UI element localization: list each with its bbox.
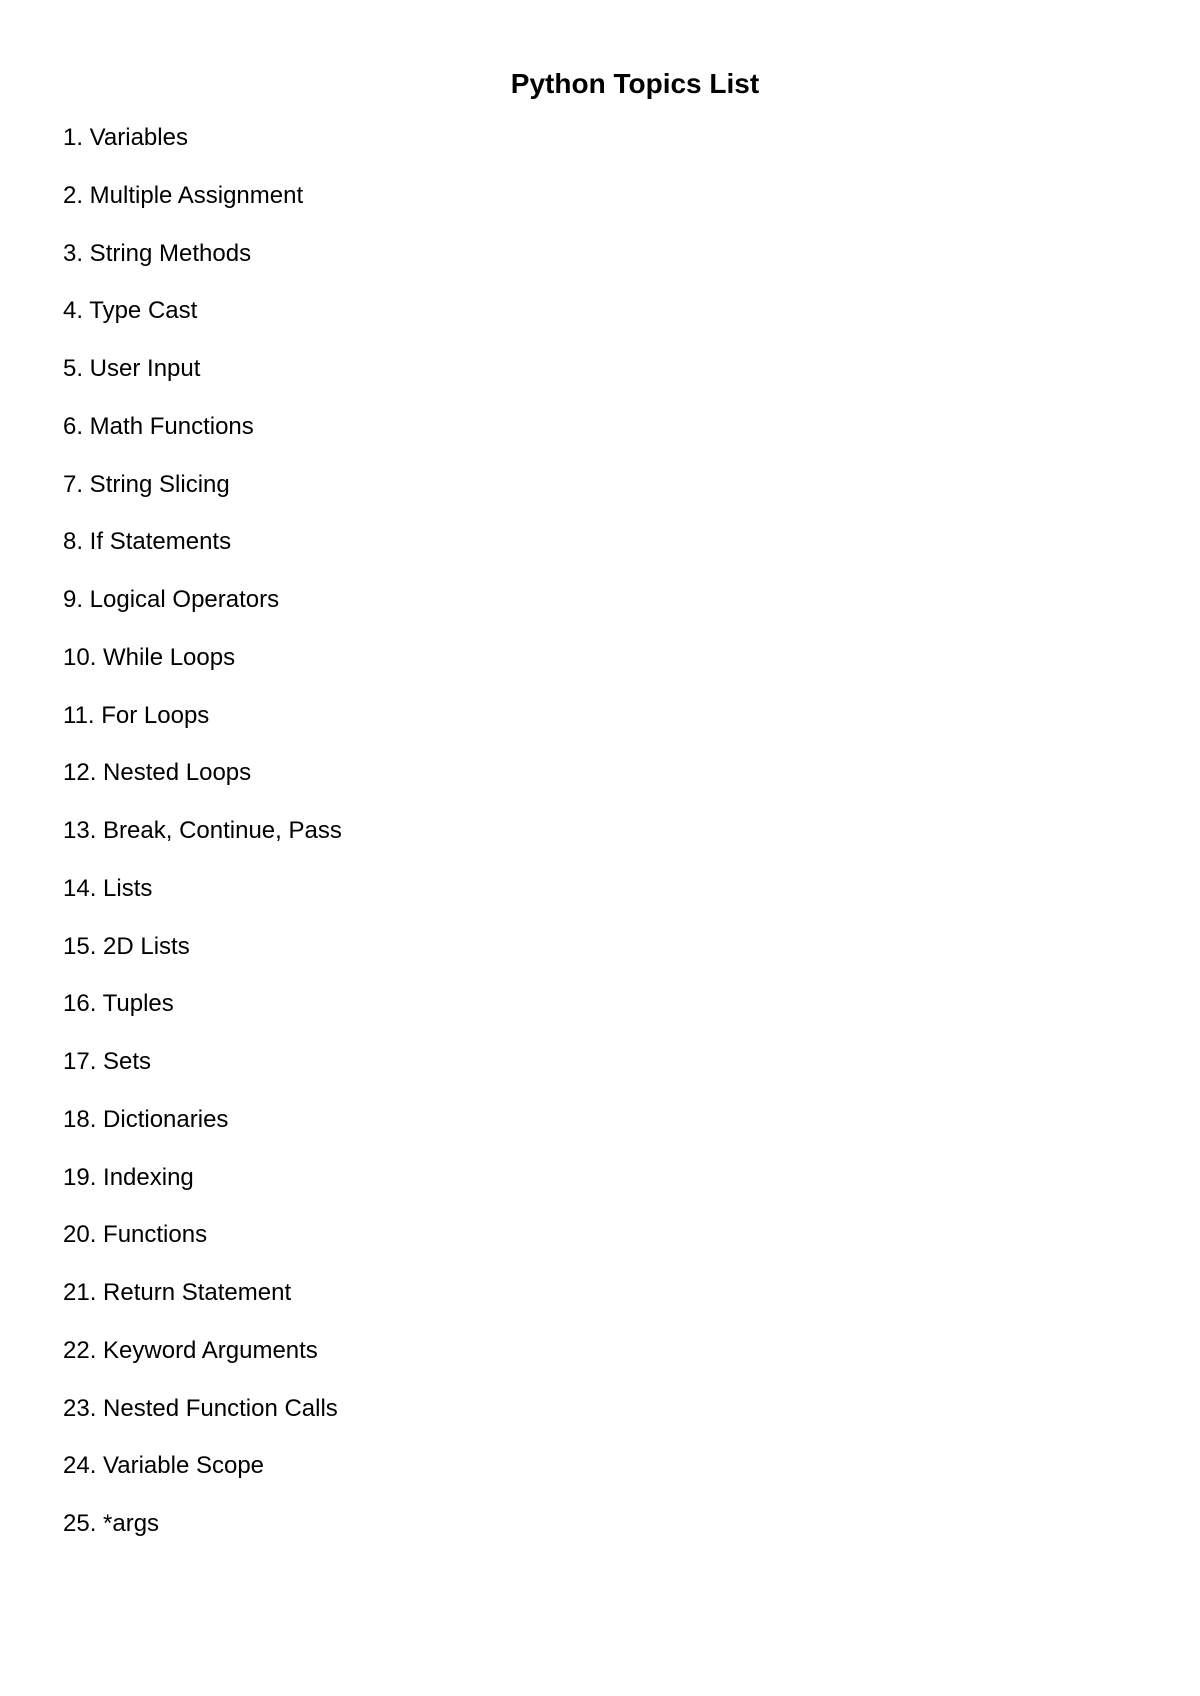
list-item: 17. Sets (63, 1048, 152, 1075)
list-item: 25. *args (63, 1510, 160, 1537)
list-item: 15. 2D Lists (63, 932, 190, 960)
list-item: 23. Nested Function Calls (63, 1394, 338, 1422)
list-item: 16. Tuples (63, 990, 174, 1018)
list-item: 10. While Loops (63, 643, 236, 671)
list-item: 19. Indexing (63, 1163, 194, 1191)
list-item: 24. Variable Scope (63, 1452, 265, 1480)
list-item: 11. For Loops (63, 701, 210, 729)
list-item: 1. Variables (63, 124, 188, 151)
list-item: 20. Functions (63, 1221, 208, 1249)
list-item: 8. If Statements (63, 528, 232, 556)
list-item: 2. Multiple Assignment (63, 181, 304, 209)
list-item: 4. Type Cast (63, 297, 198, 325)
list-item: 7. String Slicing (63, 470, 230, 498)
list-item: 13. Break, Continue, Pass (63, 817, 342, 844)
document-title: Python Topics List (510, 68, 760, 99)
list-item: 21. Return Statement (63, 1279, 292, 1306)
topic-list (63, 124, 342, 1568)
list-item: 3. String Methods (63, 239, 252, 267)
list-item: 18. Dictionaries (63, 1105, 229, 1133)
list-item: 6. Math Functions (63, 412, 254, 440)
list-item: 12. Nested Loops (63, 759, 252, 787)
list-item: 22. Keyword Arguments (63, 1336, 318, 1364)
list-item: 14. Lists (63, 874, 153, 902)
list-item: 5. User Input (63, 355, 201, 382)
list-item: 9. Logical Operators (63, 586, 280, 613)
